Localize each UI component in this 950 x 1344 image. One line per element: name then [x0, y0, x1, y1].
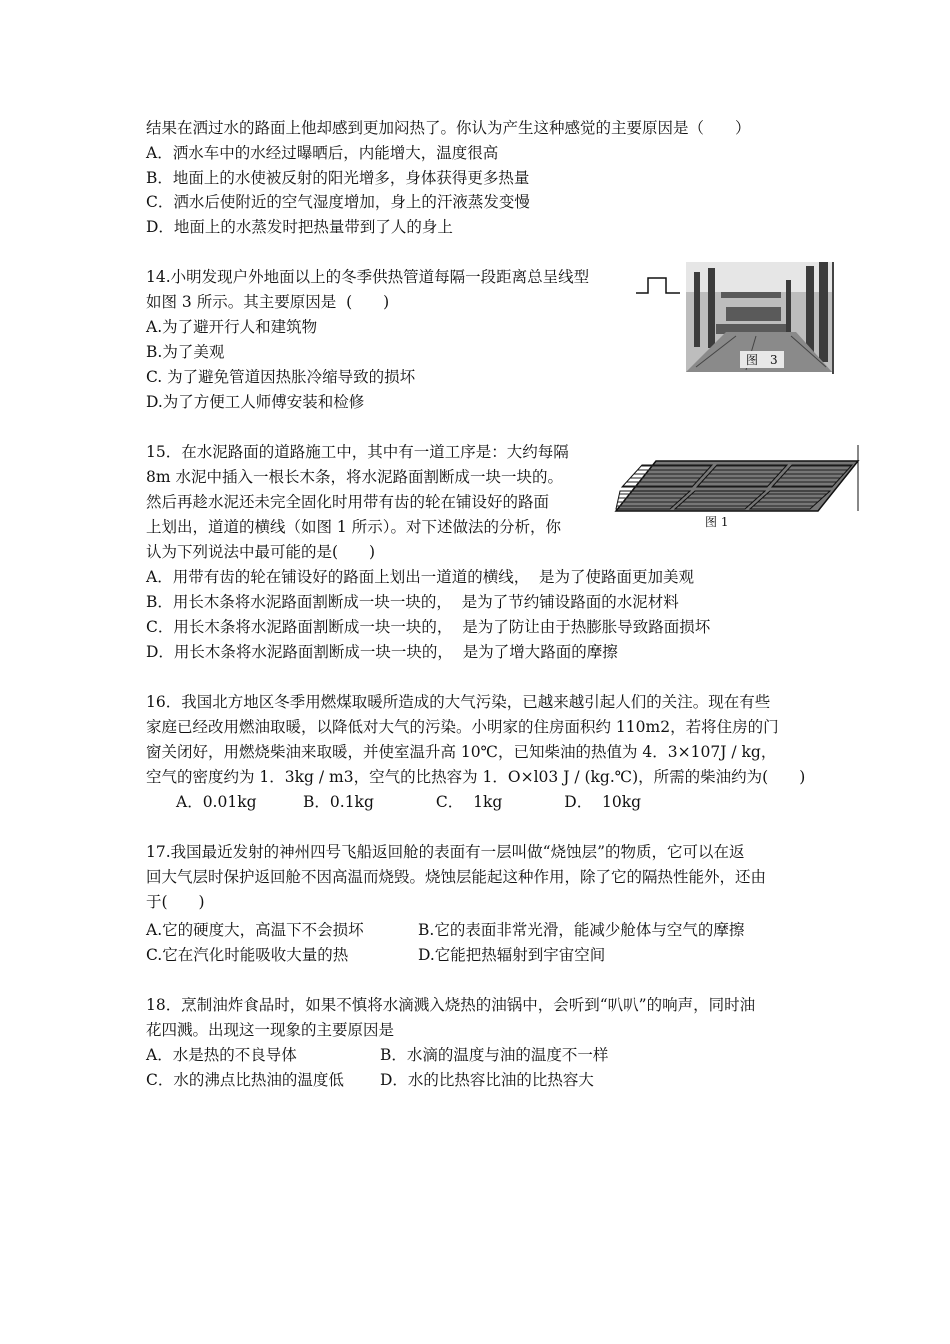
q13-option-a: A．洒水车中的水经过曝晒后，内能增大，温度很高	[146, 144, 499, 162]
pipe-shape-icon	[636, 276, 682, 296]
figure-1-pavement	[612, 445, 860, 515]
q17-option-d: D.它能把热辐射到宇宙空间	[418, 946, 606, 964]
q15-option-d: D．用长木条将水泥路面割断成一块一块的， 是为了增大路面的摩擦	[146, 643, 618, 661]
q16-stem-line2: 家庭已经改用燃油取暖，以降低对大气的污染。小明家的住房面积约 110m2，若将住房的门	[146, 718, 779, 736]
q18-option-c: C．水的沸点比热油的温度低	[146, 1071, 344, 1089]
q17-stem-line1: 17.我国最近发射的神州四号飞船返回舱的表面有一层叫做“烧蚀层”的物质，它可以在返	[146, 843, 745, 861]
q16-stem-line4: 空气的密度约为 1．3kg / m3，空气的比热容为 1．O×l03 J / (kg.℃)，所需的柴油约为( )	[146, 768, 806, 786]
q18-stem-line1: 18．烹制油炸食品时，如果不慎将水滴溅入烧热的油锅中，会听到“叭叭”的响声，同时油	[146, 996, 756, 1014]
q15-stem-line3: 然后再趁水泥还未完全固化时用带有齿的轮在铺设好的路面	[146, 493, 550, 511]
q14-option-a: A.为了避开行人和建筑物	[146, 318, 318, 336]
q15-stem-line4: 上划出，道道的横线（如图 1 所示）。对下述做法的分析，你	[146, 518, 561, 536]
q14-option-c: C. 为了避免管道因热胀冷缩导致的损坏	[146, 368, 416, 386]
q18-option-b: B．水滴的温度与油的温度不一样	[380, 1046, 609, 1064]
q14-option-d: D.为了方便工人师傅安装和检修	[146, 393, 365, 411]
q16-options: A．0.01kg B．0.1kg C． 1kg D． 10kg	[176, 793, 642, 811]
figure-3-caption: 图 3	[740, 351, 784, 368]
q18-option-a: A．水是热的不良导体	[146, 1046, 297, 1064]
q17-option-a: A.它的硬度大，高温下不会损坏	[146, 921, 364, 939]
q16-stem-line3: 窗关闭好，用燃烧柴油来取暖，并使室温升高 10℃，已知柴油的热值为 4．3×107J / kg，	[146, 743, 777, 761]
q14-stem-line1: 14.小明发现户外地面以上的冬季供热管道每隔一段距离总呈线型	[146, 268, 590, 286]
figure-1-caption: 图 1	[705, 515, 729, 529]
q15-stem-line1: 15．在水泥路面的道路施工中，其中有一道工序是：大约每隔	[146, 443, 569, 461]
q13-stem: 结果在洒过水的路面上他却感到更加闷热了。你认为产生这种感觉的主要原因是（ ）	[146, 119, 751, 137]
q16-stem-line1: 16．我国北方地区冬季用燃煤取暖所造成的大气污染，已越来越引起人们的关注。现在有些	[146, 693, 771, 711]
q18-option-d: D．水的比热容比油的比热容大	[380, 1071, 594, 1089]
q17-stem-line2: 回大气层时保护返回舱不因高温而烧毁。烧蚀层能起这种作用，除了它的隔热性能外，还由	[146, 868, 767, 886]
q15-option-a: A．用带有齿的轮在铺设好的路面上划出一道道的横线， 是为了使路面更加美观	[146, 568, 695, 586]
q15-stem-line2: 8m 水泥中插入一根长木条，将水泥路面割断成一块一块的。	[146, 468, 563, 486]
q15-option-b: B．用长木条将水泥路面割断成一块一块的， 是为了节约铺设路面的水泥材料	[146, 593, 679, 611]
figure-3-border	[832, 262, 834, 374]
q15-option-c: C．用长木条将水泥路面割断成一块一块的， 是为了防让由于热膨胀导致路面损坏	[146, 618, 711, 636]
q17-option-c: C.它在汽化时能吸收大量的热	[146, 946, 349, 964]
q17-stem-line3: 于( )	[146, 893, 205, 911]
q13-option-c: C．洒水后使附近的空气湿度增加，身上的汗液蒸发变慢	[146, 193, 530, 211]
q14-option-b: B.为了美观	[146, 343, 225, 361]
q13-option-b: B．地面上的水使被反射的阳光增多，身体获得更多热量	[146, 169, 530, 187]
q17-option-b: B.它的表面非常光滑，能减少舱体与空气的摩擦	[418, 921, 745, 939]
q13-option-d: D．地面上的水蒸发时把热量带到了人的身上	[146, 218, 453, 236]
q14-stem-line2: 如图 3 所示。其主要原因是 ( )	[146, 293, 390, 311]
q18-stem-line2: 花四溅。出现这一现象的主要原因是	[146, 1021, 395, 1039]
q15-stem-line5: 认为下列说法中最可能的是( )	[146, 543, 376, 561]
